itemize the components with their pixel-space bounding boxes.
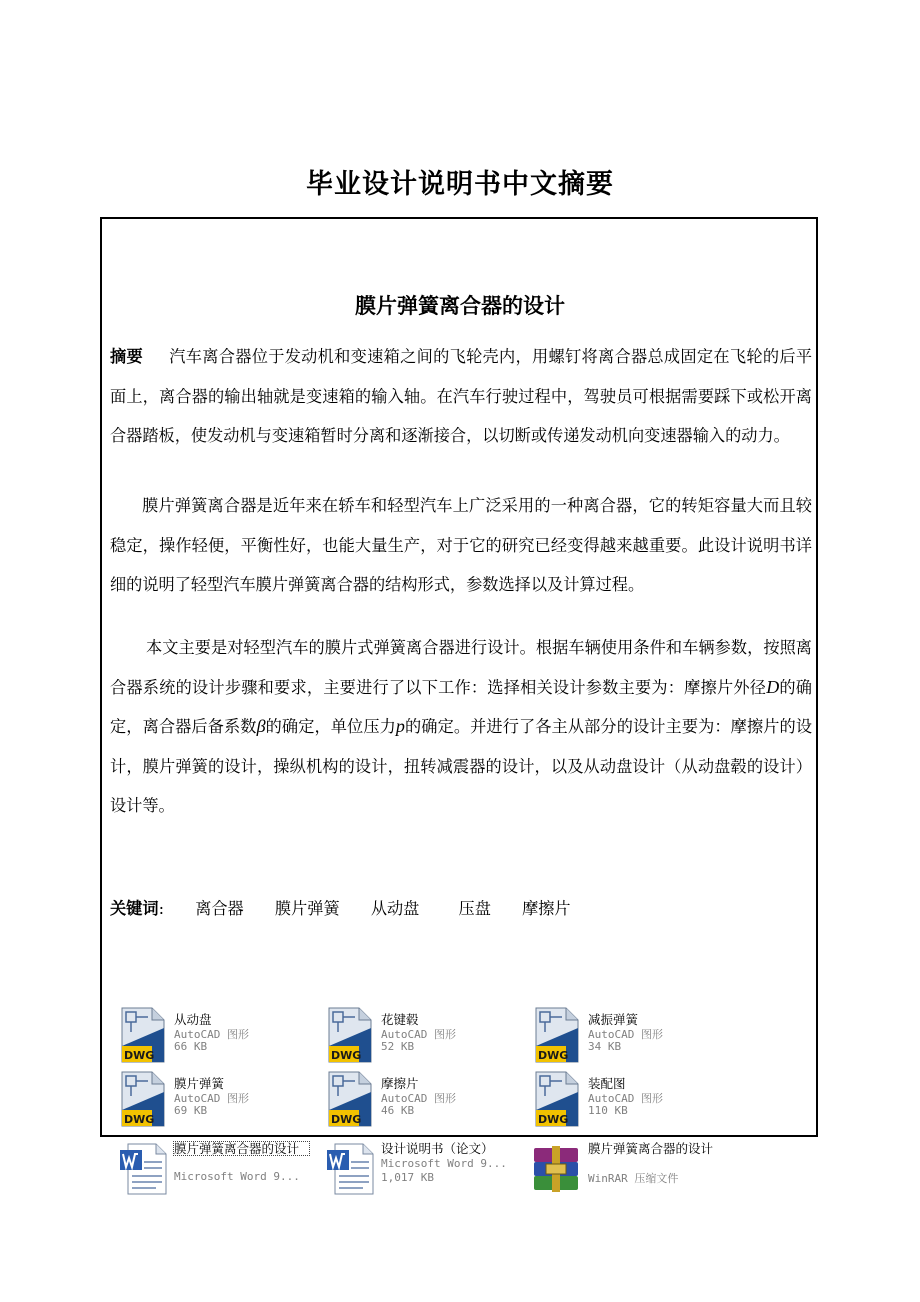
page-title: 毕业设计说明书中文摘要 xyxy=(306,169,614,200)
file-name: 摩擦片 xyxy=(381,1076,419,1091)
file-item-dwg[interactable] xyxy=(325,1070,525,1130)
file-name: 减振弹簧 xyxy=(588,1012,639,1027)
winrar-archive-icon xyxy=(532,1140,582,1198)
file-item-dwg[interactable] xyxy=(532,1070,732,1130)
file-size: 46 KB xyxy=(381,1104,415,1117)
dwg-file-icon xyxy=(118,1070,168,1128)
file-item-dwg[interactable] xyxy=(118,1006,318,1066)
file-size: 34 KB xyxy=(588,1040,622,1053)
file-item-word[interactable] xyxy=(118,1140,318,1200)
svg-text:DWG: DWG xyxy=(331,1049,362,1062)
file-type: AutoCAD 图形 xyxy=(588,1028,663,1041)
file-type: AutoCAD 图形 xyxy=(174,1092,249,1105)
dwg-file-icon xyxy=(325,1070,375,1128)
abstract-text-3d: 的确定。并进行了各主从部分的设计主要为：摩擦片的设计，膜片弹簧的设计，操纵机构的设计，扭转减震器的设计，以及从动盘设计（从动盘毂的设计）设计等。 xyxy=(110,717,813,815)
file-name: 膜片弹簧离合器的设计 xyxy=(174,1142,309,1155)
abstract-paragraph-2 xyxy=(110,486,812,605)
file-item-dwg[interactable] xyxy=(532,1006,732,1066)
abstract-text-2: 膜片弹簧离合器是近年来在轿车和轻型汽车上广泛采用的一种离合器，它的转矩容量大而且较稳定，操作轻便，平衡性好，也能大量生产，对于它的研究已经变得越来越重要。此设计说明书详细的说明了轻型汽车膜片弹簧离合器的结构形式，参数选择以及计算过程。 xyxy=(110,496,812,594)
dwg-file-icon xyxy=(532,1070,582,1128)
file-name: 膜片弹簧离合器的设计 xyxy=(588,1141,714,1156)
file-name: 从动盘 xyxy=(174,1012,212,1027)
file-item-rar[interactable] xyxy=(532,1140,732,1200)
file-type: AutoCAD 图形 xyxy=(381,1028,456,1041)
keyword-item: 离合器 xyxy=(195,899,244,918)
file-item-dwg[interactable] xyxy=(325,1006,525,1066)
svg-text:DWG: DWG xyxy=(331,1113,362,1126)
file-type: AutoCAD 图形 xyxy=(381,1092,456,1105)
file-size: 69 KB xyxy=(174,1104,208,1117)
file-type: Microsoft Word 9... xyxy=(174,1170,300,1183)
keywords-colon: : xyxy=(158,899,165,918)
abstract-text-1: 汽车离合器位于发动机和变速箱之间的飞轮壳内，用螺钉将离合器总成固定在飞轮的后平面上，离合器的输出轴就是变速箱的输入轴。在汽车行驶过程中，驾驶员可根据需要踩下或松开离合器踏板，使发动机与变速箱暂时分离和逐渐接合，以切断或传递发动机向变速器输入的动力。 xyxy=(110,347,813,445)
symbol-beta: β xyxy=(256,716,266,736)
word-file-icon xyxy=(118,1140,168,1198)
file-type: AutoCAD 图形 xyxy=(588,1092,663,1105)
abstract-text-3c: 的确定，单位压力 xyxy=(265,717,396,736)
svg-text:DWG: DWG xyxy=(538,1113,569,1126)
abstract-label: 摘要 xyxy=(110,347,143,366)
file-type: WinRAR 压缩文件 xyxy=(588,1172,679,1185)
keyword-item: 膜片弹簧 xyxy=(274,899,340,918)
file-size: 110 KB xyxy=(588,1104,628,1117)
file-size: 66 KB xyxy=(174,1040,208,1053)
file-name: 设计说明书（论文） xyxy=(381,1141,494,1156)
abstract-text-3a: 本文主要是对轻型汽车的膜片式弹簧离合器进行设计。根据车辆使用条件和车辆参数，按照离合器系统的设计步骤和要求，主要进行了以下工作：选择相关设计参数主要为：摩擦片外径 xyxy=(110,638,812,697)
svg-text:DWG: DWG xyxy=(538,1049,569,1062)
file-type: Microsoft Word 9... xyxy=(381,1157,507,1170)
file-item-word[interactable] xyxy=(325,1140,525,1200)
svg-text:DWG: DWG xyxy=(124,1113,155,1126)
keywords-line xyxy=(110,895,571,919)
keywords-label: 关键词 xyxy=(110,899,159,918)
word-file-icon xyxy=(325,1140,375,1198)
keyword-item: 压盘 xyxy=(458,899,491,918)
file-size: 52 KB xyxy=(381,1040,415,1053)
file-name: 膜片弹簧 xyxy=(174,1076,225,1091)
symbol-pressure: p xyxy=(395,716,405,736)
svg-text:DWG: DWG xyxy=(124,1049,155,1062)
file-name: 装配图 xyxy=(588,1076,626,1091)
file-item-dwg[interactable] xyxy=(118,1070,318,1130)
keyword-item: 从动盘 xyxy=(370,899,420,918)
abstract-text-3b: 的确定，离合器后备系数 xyxy=(110,677,812,736)
file-type: AutoCAD 图形 xyxy=(174,1028,249,1041)
dwg-file-icon xyxy=(532,1006,582,1064)
dwg-file-icon xyxy=(118,1006,168,1064)
abstract-paragraph-1 xyxy=(110,337,812,456)
keyword-item: 摩擦片 xyxy=(522,899,571,918)
symbol-diameter: D xyxy=(766,676,780,697)
file-name: 花键毂 xyxy=(381,1012,419,1027)
document-title: 膜片弹簧离合器的设计 xyxy=(355,294,565,318)
file-size: 1,017 KB xyxy=(381,1171,434,1184)
abstract-paragraph-3 xyxy=(110,628,812,826)
dwg-file-icon xyxy=(325,1006,375,1064)
